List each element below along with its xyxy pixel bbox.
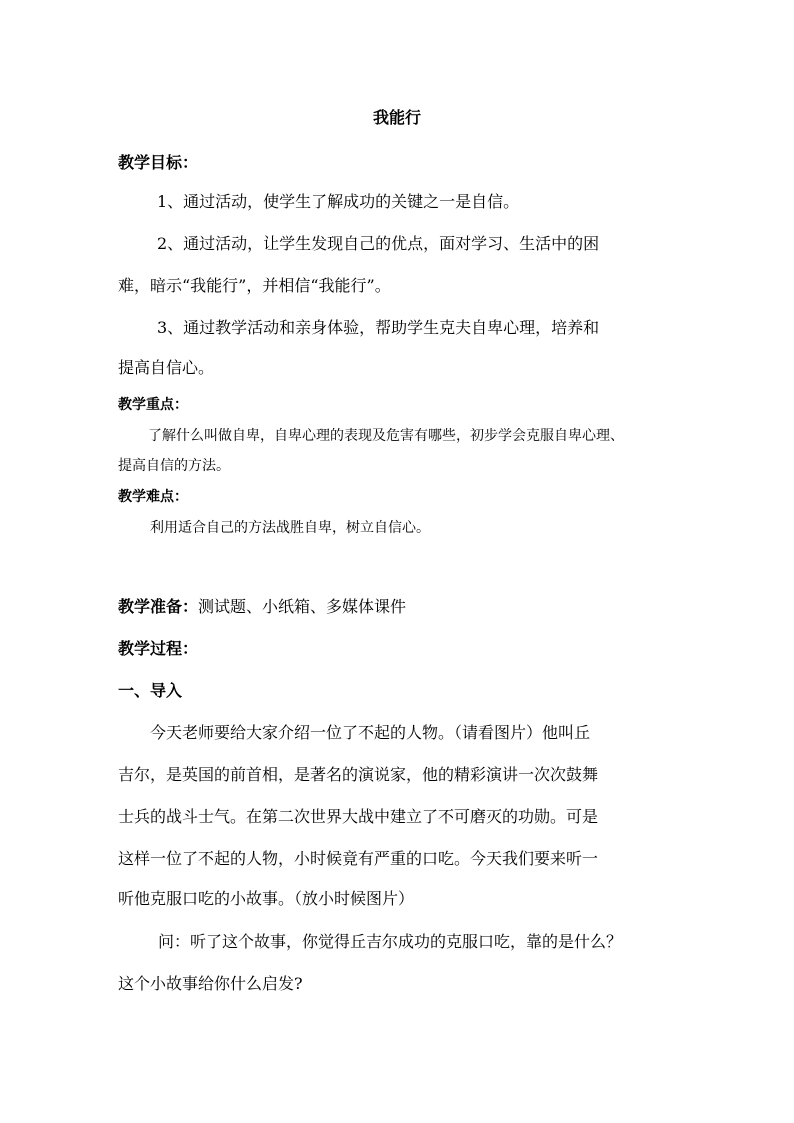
preparation-line [118,597,406,617]
section-1-heading: 一、导入 [118,681,183,700]
intro-line-3: 士兵的战斗士气。在第二次世界大战中建立了不可磨灭的功勋。可是 [118,807,599,826]
objective-line-1: 1、通过活动，使学生了解成功的关键之一是自信。 [157,192,520,211]
key-points-line-1: 了解什么叫做自卑，自卑心理的表现及危害有哪些，初步学会克服自卑心理、 [148,428,624,444]
intro-line-5: 听他克服口吃的小故事。（放小时候图片） [118,889,415,908]
key-points-line-2: 提高自信的方法。 [118,458,230,474]
objective-line-4: 3、通过教学活动和亲身体验，帮助学生克夫自卑心理，培养和 [157,318,600,337]
objective-line-2: 2、通过活动，让学生发现自己的优点，面对学习、生活中的困 [157,234,600,253]
document-title: 我能行 [372,108,421,127]
question-line-2: 这个小故事给你什么启发? [118,974,303,993]
preparation-label: 教学准备： [118,597,199,616]
difficulties-heading: 教学难点： [118,489,188,505]
objective-line-5: 提高自信心。 [118,358,215,377]
process-heading: 教学过程： [118,639,199,658]
question-line-1: 问：听了这个故事，你觉得丘吉尔成功的克服口吃，靠的是什么？ [158,932,623,951]
key-points-heading: 教学重点： [118,397,188,413]
objective-line-3: 难，暗示“我能行”，并相信“我能行”。 [118,276,391,295]
preparation-text: 测试题、小纸箱、多媒体课件 [198,597,407,616]
difficulties-line-1: 利用适合自己的方法战胜自卑，树立自信心。 [150,520,430,536]
objectives-heading: 教学目标： [118,153,199,172]
intro-line-2: 吉尔，是英国的前首相，是著名的演说家，他的精彩演讲一次次鼓舞 [118,765,599,784]
intro-line-4: 这样一位了不起的人物，小时候竟有严重的口吃。今天我们要来听一 [118,849,599,868]
intro-line-1: 今天老师要给大家介绍一位了不起的人物。（请看图片）他叫丘 [150,723,591,742]
